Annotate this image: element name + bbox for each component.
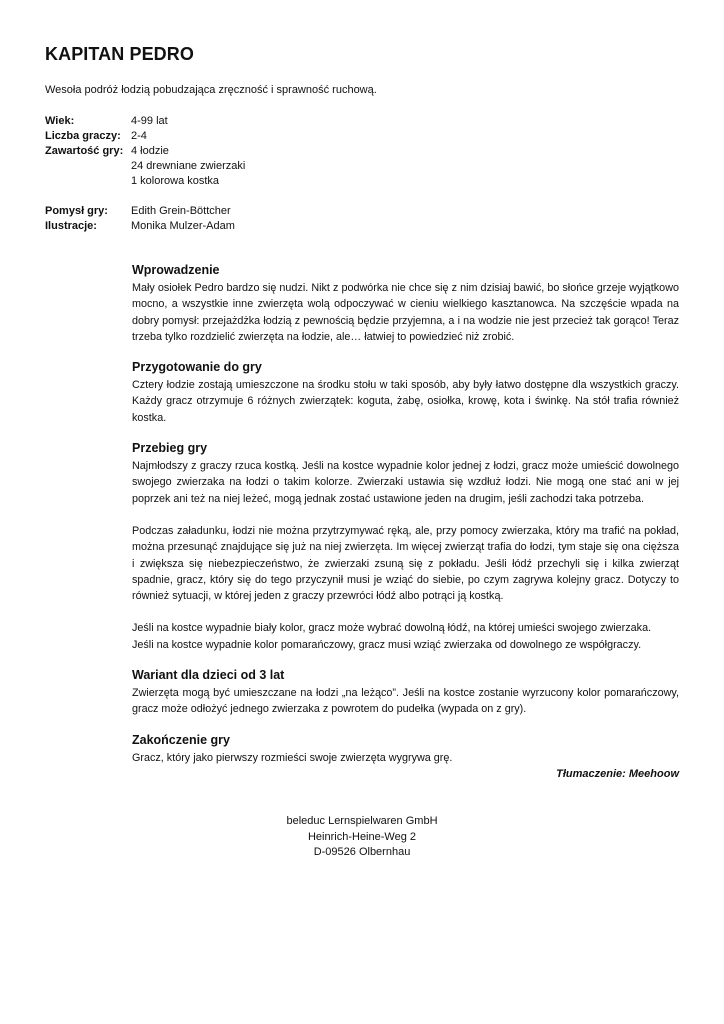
players-row: [45, 129, 245, 144]
section-gameplay: [132, 440, 679, 653]
section-paragraph: Gracz, który jako pierwszy rozmieści swoje zwierzęta wygrywa grę.: [132, 751, 453, 764]
section-game-end: [132, 732, 679, 766]
game-info: [45, 114, 245, 234]
illustration-value: Monika Mulzer-Adam: [131, 220, 235, 232]
section-paragraph: Najmłodszy z graczy rzuca kostką. Jeśli na kostce wypadnie kolor jednej z łodzi, gracz może umieścić dowolnego swojego zwierzaka na łodzi o takim kolorze. Zwierzaki ustawia się wzdłuż łodzi. Nie mogą one stać ani w jej poprzek ani też na niej leżeć, mogą jednak zostać ustawione jeden na drugim, jeśli zachodzi taka potrzeba.: [132, 460, 679, 505]
section-paragraph: Jeśli na kostce wypadnie kolor pomarańczowy, gracz musi wziąć zwierzaka od dowolnego ze współgraczy.: [132, 638, 642, 651]
section-heading: Wariant dla dzieci od 3 lat: [132, 668, 285, 683]
illustration-label: Ilustracje:: [45, 220, 97, 232]
players-value: 2-4: [131, 130, 147, 142]
section-paragraph: Mały osiołek Pedro bardzo się nudzi. Nikt z podwórka nie chce się z nim dzisiaj bawić, bo słońce grzeje wyjątkowo mocno, a wszystkie inne zwierzęta wolą odpoczywać w cieniu wielkiego kasztanowca. Na szczęście wpada na dobry pomysł: przejażdżka łodzią z pewnością będzie przyjemna, a i na wodzie nie jest przecież tak gorąco! Teraz trzeba tylko rozdzielić zwierzęta na łodzie, ale… łatwiej to powiedzieć niż zrobić.: [132, 282, 679, 343]
spacer: [45, 189, 245, 204]
contents-item: 24 drewniane zwierzaki: [131, 160, 246, 172]
section-introduction: [132, 262, 679, 345]
contents-item: 4 łodzie: [131, 145, 169, 157]
age-label: Wiek:: [45, 115, 75, 127]
rules-content: [132, 262, 679, 780]
section-paragraph: Zwierzęta mogą być umieszczane na łodzi „na leżąco”. Jeśli na kostce zostanie wyrzucony kolor pomarańczowy, gracz może odłożyć jednego zwierzaka z powrotem do pudełka (wypada on z gry).: [132, 687, 679, 716]
contents-list: [131, 144, 245, 189]
contents-row: [45, 144, 245, 189]
idea-row: [45, 204, 245, 219]
age-row: [45, 114, 245, 129]
section-heading: Przebieg gry: [132, 441, 208, 456]
document-title: KAPITAN PEDRO: [45, 44, 194, 64]
illustration-row: [45, 219, 245, 234]
contents-label: Zawartość gry:: [45, 145, 124, 157]
section-paragraph: Jeśli na kostce wypadnie biały kolor, gracz może wybrać dowolną łódź, na której umieści swojego zwierzaka.: [132, 622, 652, 635]
section-heading: Wprowadzenie: [132, 263, 220, 277]
contents-item: 1 kolorowa kostka: [131, 175, 220, 187]
section-variant: [132, 667, 679, 718]
idea-label: Pomysł gry:: [45, 205, 108, 217]
section-paragraph: Cztery łodzie zostają umieszczone na środku stołu w taki sposób, aby były łatwo dostępne dla wszystkich graczy. Każdy gracz otrzymuje 6 różnych zwierzątek: koguta, żabę, osiołka, krowę, kota i świnkę. Na stół trafia również kostka.: [132, 379, 679, 424]
age-value: 4-99 lat: [131, 115, 168, 127]
section-setup: [132, 359, 679, 426]
players-label: Liczba graczy:: [45, 130, 121, 142]
document-subtitle: Wesoła podróż łodzią pobudzająca zręczność i sprawność ruchową.: [45, 84, 377, 96]
section-heading: Przygotowanie do gry: [132, 360, 262, 375]
publisher-street: Heinrich-Heine-Weg 2: [307, 830, 416, 843]
section-paragraph: Podczas załadunku, łodzi nie można przytrzymywać ręką, ale, przy pomocy zwierzaka, który ma trafić na pokład, można przesunąć znajdujące się już na niej zwierzęta. Im więcej zwierząt trafia do łodzi, tym staje się ona cięższa i zwiększa się niebezpieczeństwo, że zwierzaki zsuną się z pokładu. Jeśli łódź przechyli się i kilka zwierząt spadnie, gracz, który się do tego przyczynił musi je wziąć do siebie, po czym zagrywa kolejny gracz. Dotyczy to również sytuacji, w której jeden z graczy przewróci łódź albo potrąci ją kostką.: [132, 524, 679, 603]
idea-value: Edith Grein-Böttcher: [131, 205, 231, 217]
publisher-name: beleduc Lernspielwaren GmbH: [286, 815, 438, 827]
publisher-address: [0, 814, 724, 861]
section-heading: Zakończenie gry: [132, 732, 230, 747]
publisher-city: D-09526 Olbernhau: [313, 846, 411, 858]
translator-credit: Tłumaczenie: Meehoow: [556, 768, 679, 780]
